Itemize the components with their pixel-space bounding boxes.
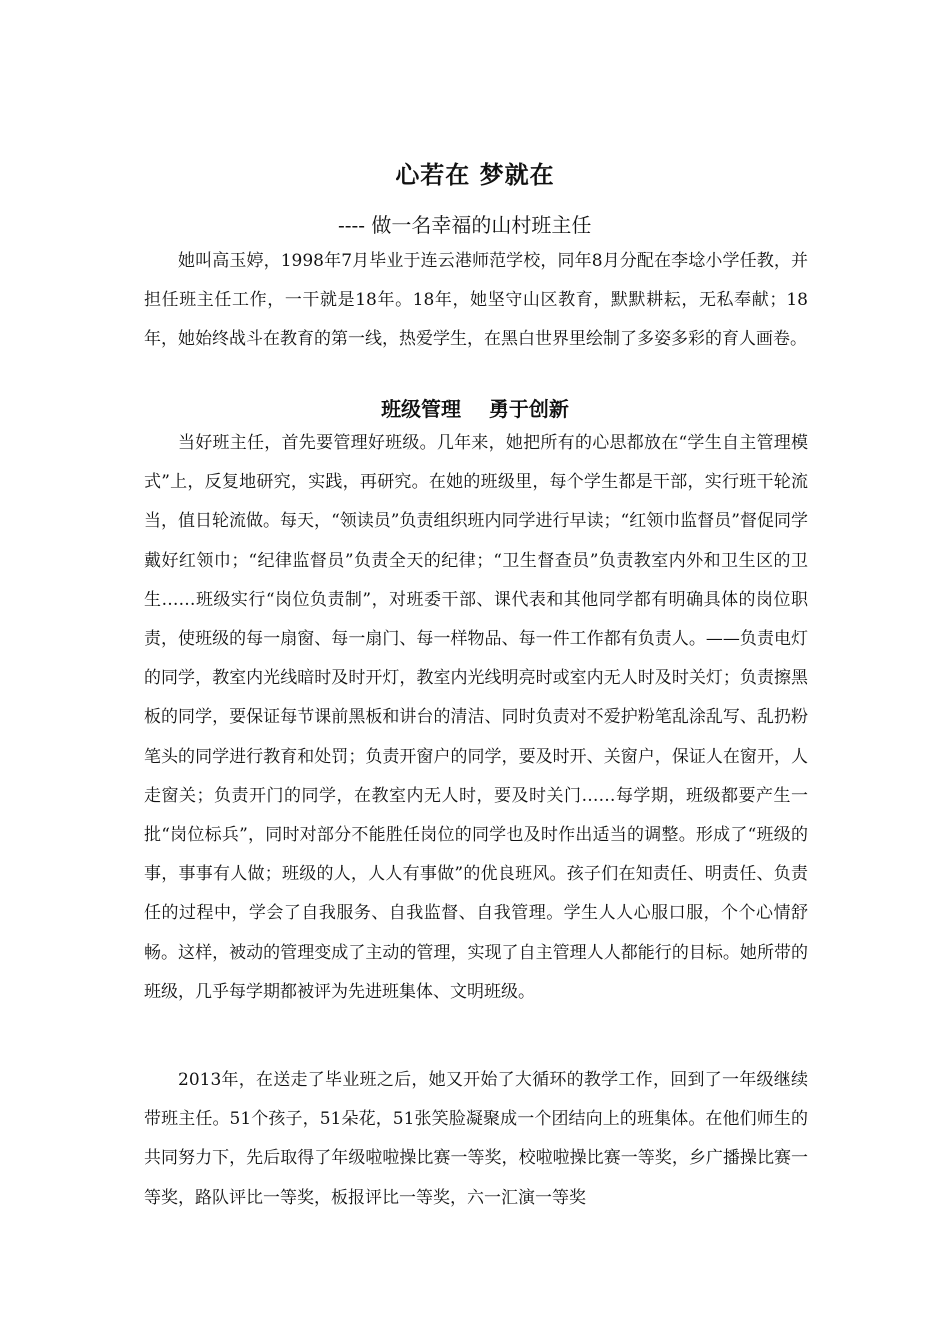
document-title: 心若在 梦就在 [395,161,555,189]
intro-paragraph: 她叫高玉婷，1998年7月毕业于连云港师范学校，同年8月分配在李埝小学任教，并担任班主任工作，一干就是18年。18年，她坚守山区教育，默默耕耘，无私奉献；18年，她始终战斗在教育的第一线，热爱学生，在黑白世界里绘制了多姿多彩的育人画卷。 [144,251,808,350]
document-subtitle: ---- 做一名幸福的山村班主任 [338,213,592,237]
body-paragraph: 当好班主任，首先要管理好班级。几年来，她把所有的心思都放在“学生自主管理模式”上，反复地研究，实践，再研究。在她的班级里，每个学生都是干部，实行班干轮流当，值日轮流做。每天，“领读员”负责组织班内同学进行早读；“红领巾监督员”督促同学戴好红领巾；“纪律监督员”负责全天的纪律；“卫生督查员”负责教室内外和卫生区的卫生……班级实行“岗位负责制”，对班委干部、课代表和其他同学都有明确具体的岗位职责，使班级的每一扇窗、每一扇门、每一样物品、每一件工作都有负责人。——负责电灯的同学，教室内光线暗时及时开灯，教室内光线明亮时或室内无人时及时关灯；负责擦黑板的同学，要保证每节课前黑板和讲台的清洁、同时负责对不爱护粉笔乱涂乱写、乱扔粉笔头的同学进行教育和处罚；负责开窗户的同学，要及时开、关窗户，保证人在窗开，人走窗关；负责开门的同学，在教室内无人时，要及时关门……每学期，班级都要产生一批“岗位标兵”，同时对部分不能胜任岗位的同学也及时作出适当的调整。形成了“班级的事，事事有人做；班级的人，人人有事做”的优良班风。孩子们在知责任、明责任、负责任的过程中，学会了自我服务、自我监督、自我管理。学生人人心服口服，个个心情舒畅。这样，被动的管理变成了主动的管理，实现了自主管理人人都能行的目标。她所带的班级，几乎每学期都被评为先进班集体、文明班级。 [144,433,808,1002]
body-paragraph: 2013年，在送走了毕业班之后，她又开始了大循环的教学工作，回到了一年级继续带班主任。51个孩子，51朵花，51张笑脸凝聚成一个团结向上的班集体。在他们师生的共同努力下，先后取得了年级啦啦操比赛一等奖，校啦啦操比赛一等奖，乡广播操比赛一等奖，路队评比一等奖，板报评比一等奖，六一汇演一等奖 [144,1070,808,1208]
section-heading: 班级管理 勇于创新 [381,397,569,421]
